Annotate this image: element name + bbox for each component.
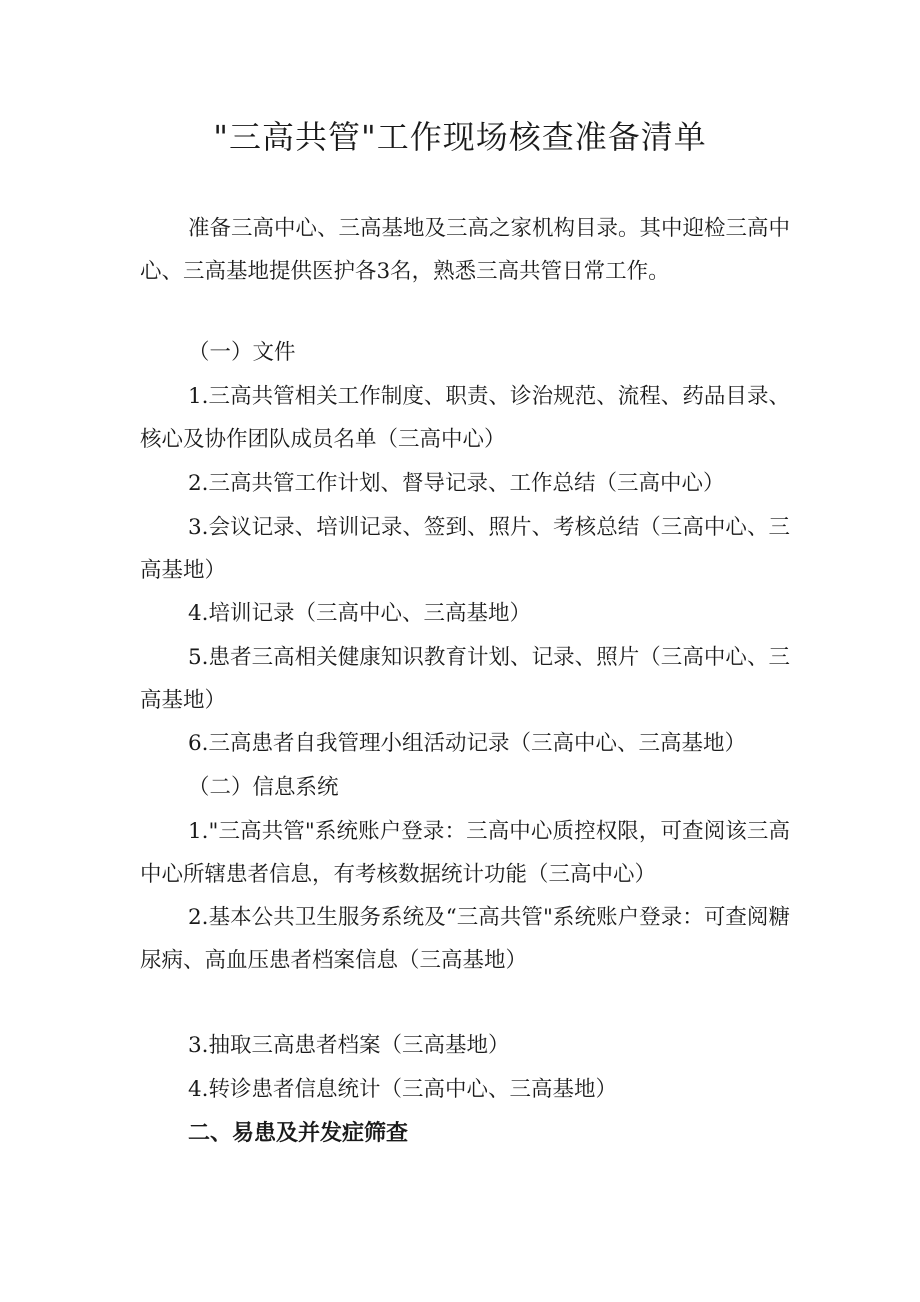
section-system-heading: （二）信息系统 xyxy=(188,775,339,800)
files-item-4-text: 4.培训记录（三高中心、三高基地） xyxy=(188,601,532,626)
files-item-3-text: 3.会议记录、培训记录、签到、照片、考核总结（三高中心、三高基地） xyxy=(140,515,790,583)
files-item-4 xyxy=(140,592,790,635)
system-item-1-text: 1."三高共管"系统账户登录：三高中心质控权限，可查阅该三高中心所辖患者信息，有考核数据统计功能（三高中心） xyxy=(140,819,790,887)
files-item-2 xyxy=(140,462,790,505)
system-item-3-text: 3.抽取三高患者档案（三高基地） xyxy=(188,1033,510,1058)
system-item-2-text: 2.基本公共卫生服务系统及“三高共管"系统账户登录：可查阅糖尿病、高血压患者档案信息（三高基地） xyxy=(140,905,790,973)
section-two-heading: 二、易患及并发症筛查 xyxy=(188,1121,409,1146)
system-item-1 xyxy=(140,810,790,896)
system-item-4 xyxy=(140,1068,790,1111)
files-item-3 xyxy=(140,506,790,592)
intro-text: 准备三高中心、三高基地及三高之家机构目录。其中迎检三高中心、三高基地提供医护各3名，熟悉三高共管日常工作。 xyxy=(140,216,791,284)
section-files-heading: （一）文件 xyxy=(188,340,296,365)
files-item-6 xyxy=(140,722,790,765)
document-title: "三高共管"工作现场核查准备清单 xyxy=(213,118,707,156)
files-item-5 xyxy=(140,636,790,722)
files-item-1 xyxy=(140,375,790,461)
system-item-4-text: 4.转诊患者信息统计（三高中心、三高基地） xyxy=(188,1077,618,1102)
files-item-5-text: 5.患者三高相关健康知识教育计划、记录、照片（三高中心、三高基地） xyxy=(140,645,790,713)
files-item-2-text: 2.三高共管工作计划、督导记录、工作总结（三高中心） xyxy=(188,471,725,496)
system-item-3 xyxy=(140,1024,790,1067)
files-item-1-text: 1.三高共管相关工作制度、职责、诊治规范、流程、药品目录、核心及协作团队成员名单（三高中心） xyxy=(140,384,790,452)
intro-paragraph xyxy=(140,207,790,293)
system-item-2 xyxy=(140,896,790,982)
files-item-6-text: 6.三高患者自我管理小组活动记录（三高中心、三高基地） xyxy=(188,731,747,756)
